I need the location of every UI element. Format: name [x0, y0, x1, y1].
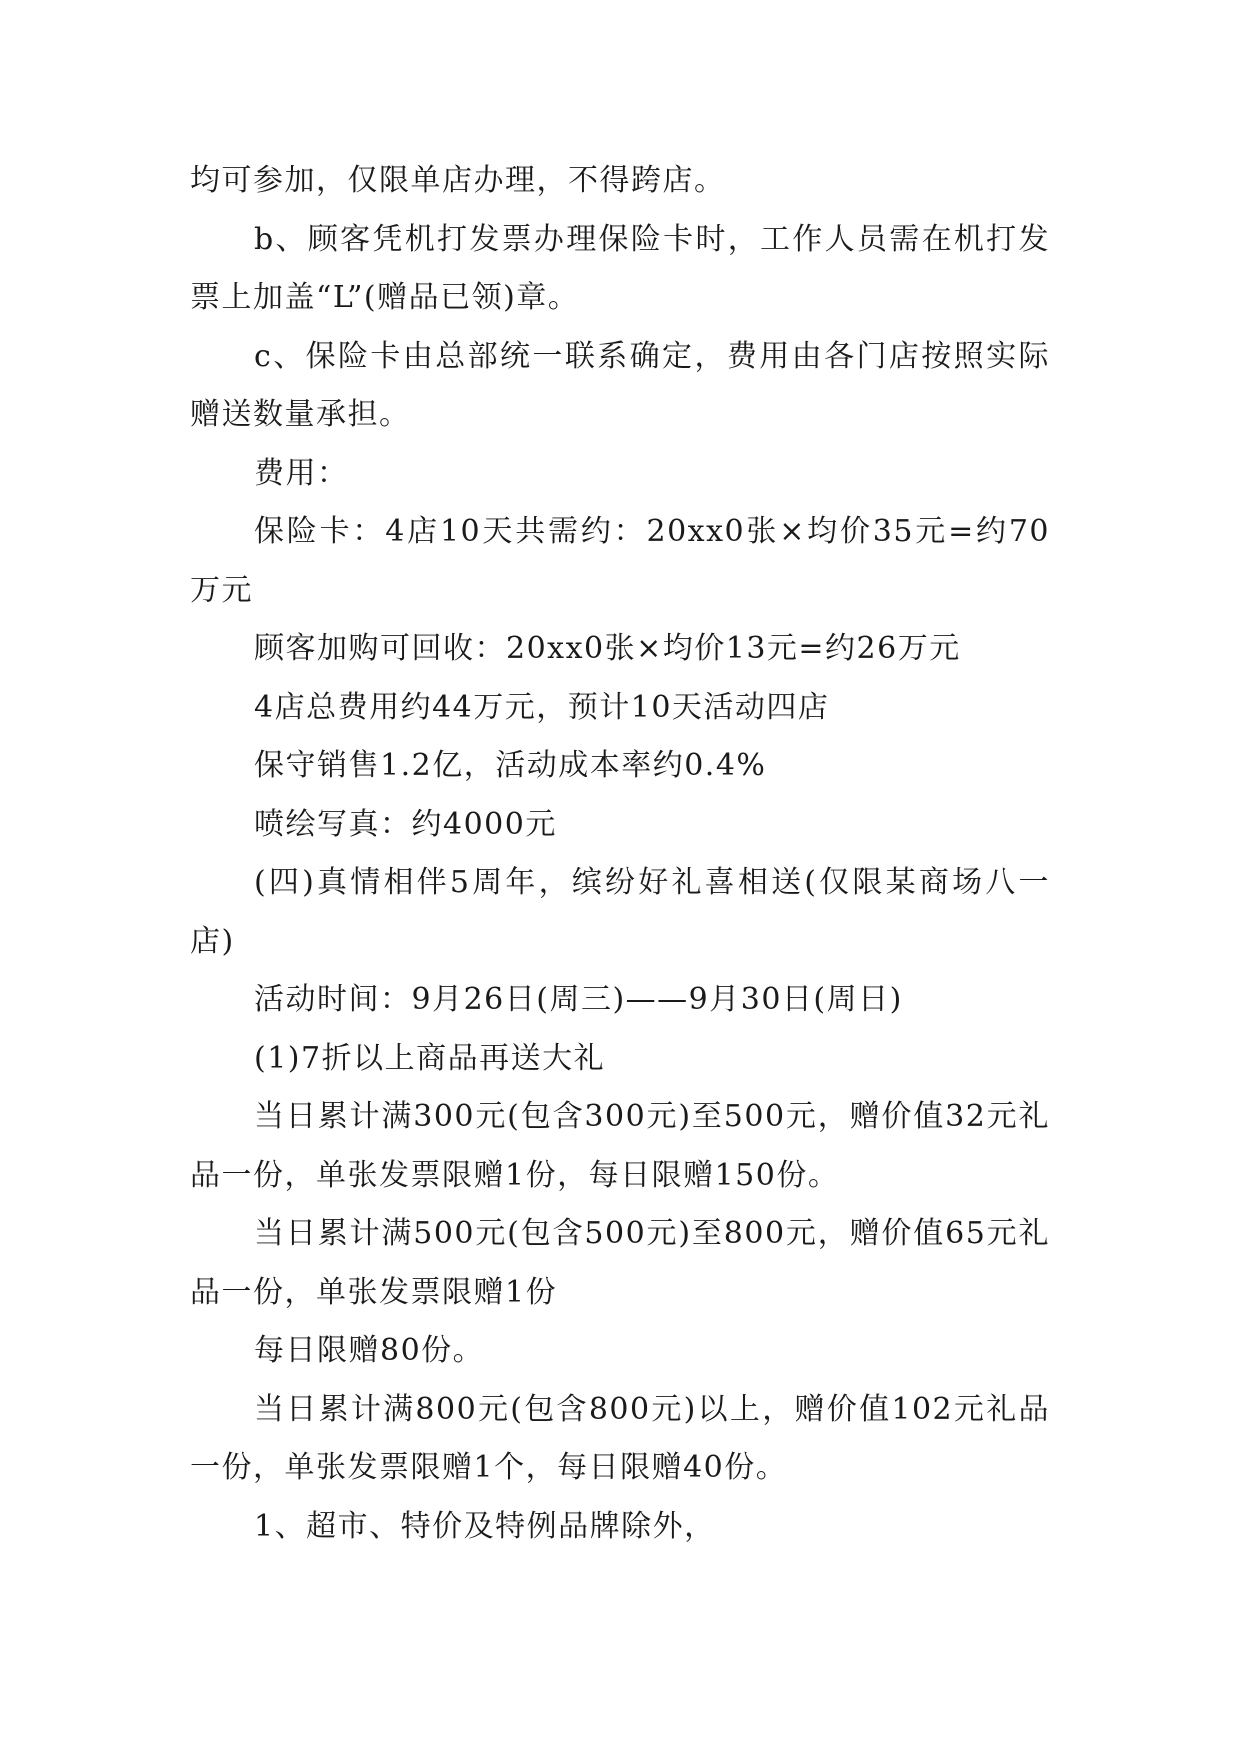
paragraph: c、保险卡由总部统一联系确定，费用由各门店按照实际赠送数量承担。 [190, 338, 1050, 432]
paragraph: 喷绘写真：约4000元 [254, 806, 557, 842]
paragraph: 顾客加购可回收：20xx0张×均价13元=约26万元 [254, 631, 961, 666]
paragraph: 保险卡：4店10天共需约：20xx0张×均价35元=约70万元 [190, 514, 1050, 608]
paragraph: 1、超市、特价及特例品牌除外， [254, 1508, 716, 1544]
paragraph: 当日累计满500元(包含500元)至800元，赠价值65元礼品一份，单张发票限赠1份 [190, 1216, 1050, 1310]
paragraph: 费用： [254, 455, 349, 491]
paragraph: 4店总费用约44万元，预计10天活动四店 [254, 689, 830, 725]
paragraph: 保守销售1.2亿，活动成本率约0.4% [254, 748, 767, 783]
paragraph: 每日限赠80份。 [254, 1333, 485, 1368]
document-body [190, 152, 1050, 1556]
paragraph: (1)7折以上商品再送大礼 [254, 1040, 606, 1076]
paragraph: 当日累计满800元(包含800元)以上，赠价值102元礼品一份，单张发票限赠1个，每日限赠40份。 [190, 1391, 1050, 1485]
paragraph: (四)真情相伴5周年，缤纷好礼喜相送(仅限某商场八一店) [190, 865, 1050, 959]
paragraph: b、顾客凭机打发票办理保险卡时，工作人员需在机打发票上加盖“L”(赠品已领)章。 [190, 221, 1050, 315]
paragraph: 当日累计满300元(包含300元)至500元，赠价值32元礼品一份，单张发票限赠1份，每日限赠150份。 [190, 1099, 1050, 1193]
paragraph: 活动时间：9月26日(周三)——9月30日(周日) [254, 982, 903, 1017]
paragraph: 均可参加，仅限单店办理，不得跨店。 [190, 163, 726, 198]
